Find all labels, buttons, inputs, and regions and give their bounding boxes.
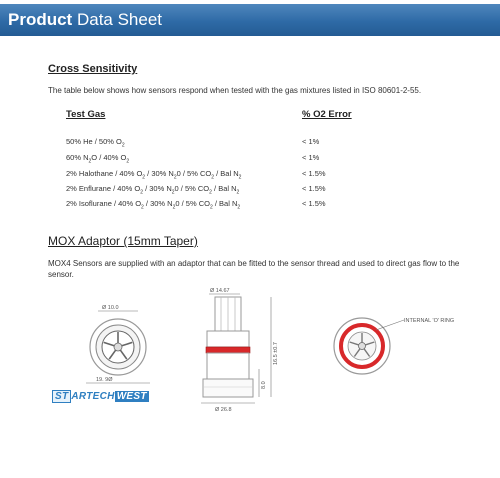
mox-adaptor-text: MOX4 Sensors are supplied with an adaptor that can be fitted to the sensor thread and used to direct gas flow to the sensor. bbox=[48, 259, 460, 279]
mox-adaptor-title: MOX Adaptor (15mm Taper) bbox=[48, 234, 198, 248]
row-gas: 2% Isoflurane / 40% $O_2 / 30\%$ $N_20 / 5\%$ $CO_2$ / Bal $N_2$ bbox=[66, 199, 241, 211]
sensor-end-view-diagram bbox=[80, 295, 185, 395]
col-test-gas: Test Gas bbox=[66, 109, 106, 120]
row-gas: 2% Halothane / 40% $O_2 / 30\%$ $N_20 / 5\%$ $CO_2$ / Bal $N_2$ bbox=[66, 169, 242, 181]
dim-label: Ø 26.8 bbox=[215, 407, 232, 413]
dim-label: Ø 10.0 bbox=[102, 305, 119, 311]
header-title-rest: Data Sheet bbox=[72, 10, 163, 29]
row-error: < 1.5% bbox=[302, 199, 326, 208]
row-error: < 1% bbox=[302, 153, 320, 162]
startechwest-logo: ST ARTECH WEST bbox=[52, 391, 156, 405]
dim-label: 8.0 bbox=[261, 381, 267, 389]
row-error: < 1.5% bbox=[302, 169, 326, 178]
row-error: < 1.5% bbox=[302, 184, 326, 193]
row-gas: 60% $N_2O / 40\%$ $O_2$ bbox=[66, 153, 130, 165]
dim-label: 16.5 ±0.7 bbox=[273, 342, 279, 365]
cross-sensitivity-intro: The table below shows how sensors respond when tested with the gas mixtures listed in ISO 80601-2-55. bbox=[48, 86, 422, 95]
o-ring-label: INTERNAL 'O' RING bbox=[404, 318, 455, 324]
row-gas: 50% He / 50% $O_2$ bbox=[66, 137, 125, 149]
dim-label: Ø 14.67 bbox=[210, 288, 230, 294]
header-title-bold: Product bbox=[8, 10, 73, 29]
row-gas: 2% Enflurane / 40% $O_2 / 30\%$ $N_20 / 5\%$ $CO_2$ / Bal $N_2$ bbox=[66, 184, 240, 196]
dim-label: 19. 9Ø bbox=[96, 377, 113, 383]
page-header bbox=[0, 4, 500, 36]
internal-o-ring-diagram bbox=[330, 308, 480, 388]
adaptor-side-diagram bbox=[195, 285, 295, 415]
col-o2-error: % O2 Error bbox=[302, 109, 352, 120]
row-error: < 1% bbox=[302, 137, 320, 146]
cross-sensitivity-title: Cross Sensitivity bbox=[48, 63, 138, 75]
